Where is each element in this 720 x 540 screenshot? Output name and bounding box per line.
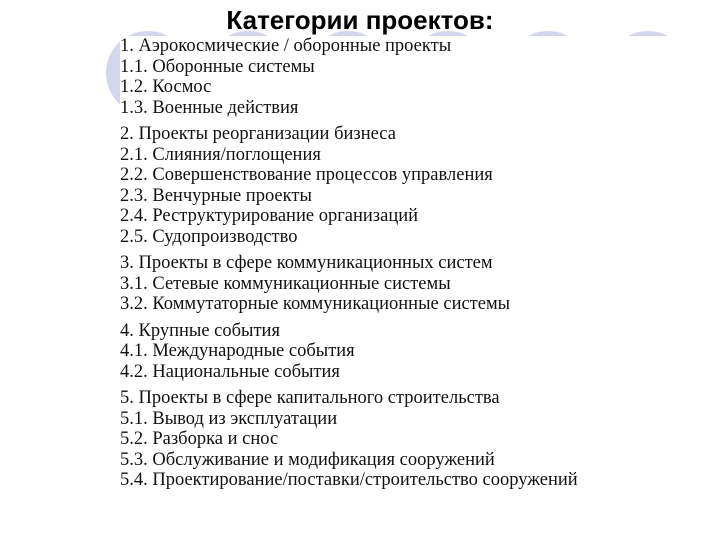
category-item: 4.2. Национальные события (120, 361, 340, 382)
category-heading: 2. Проекты реорганизации бизнеса (120, 124, 396, 144)
category-item: 4.1. Международные события (120, 341, 355, 361)
category-group-aerospace (120, 36, 700, 118)
category-group-events (120, 321, 700, 383)
category-item: 2.5. Судопроизводство (120, 226, 298, 247)
category-item: 3.2. Коммутаторные коммуникационные системы (120, 294, 511, 314)
category-item: 5.2. Разборка и снос (120, 429, 279, 449)
category-heading: 4. Крупные события (120, 320, 280, 341)
category-heading: 5. Проекты в сфере капитального строительства (120, 388, 500, 408)
project-category-list (120, 36, 700, 497)
slide-title: Категории проектов: (226, 5, 494, 35)
category-heading: 1. Аэрокосмические / оборонные проекты (120, 36, 452, 56)
category-item: 1.2. Космос (120, 77, 212, 97)
category-heading: 3. Проекты в сфере коммуникационных систем (120, 253, 493, 273)
category-group-business (120, 124, 700, 247)
category-item: 2.4. Реструктурирование организаций (120, 206, 419, 226)
category-item: 5.3. Обслуживание и модификация сооружений (120, 449, 495, 470)
category-item: 3.1. Сетевые коммуникационные системы (120, 273, 451, 294)
category-item: 5.1. Вывод из эксплуатации (120, 408, 338, 429)
category-item: 1.1. Оборонные системы (120, 56, 315, 77)
category-item: 2.1. Слияния/поглощения (120, 144, 321, 165)
category-group-communications (120, 253, 700, 315)
category-item: 2.2. Совершенствование процессов управления (120, 165, 493, 185)
category-group-construction (120, 388, 700, 491)
category-item: 2.3. Венчурные проекты (120, 185, 312, 206)
category-item: 1.3. Военные действия (120, 97, 299, 118)
category-item: 5.4. Проектирование/поставки/строительство сооружений (120, 470, 578, 490)
